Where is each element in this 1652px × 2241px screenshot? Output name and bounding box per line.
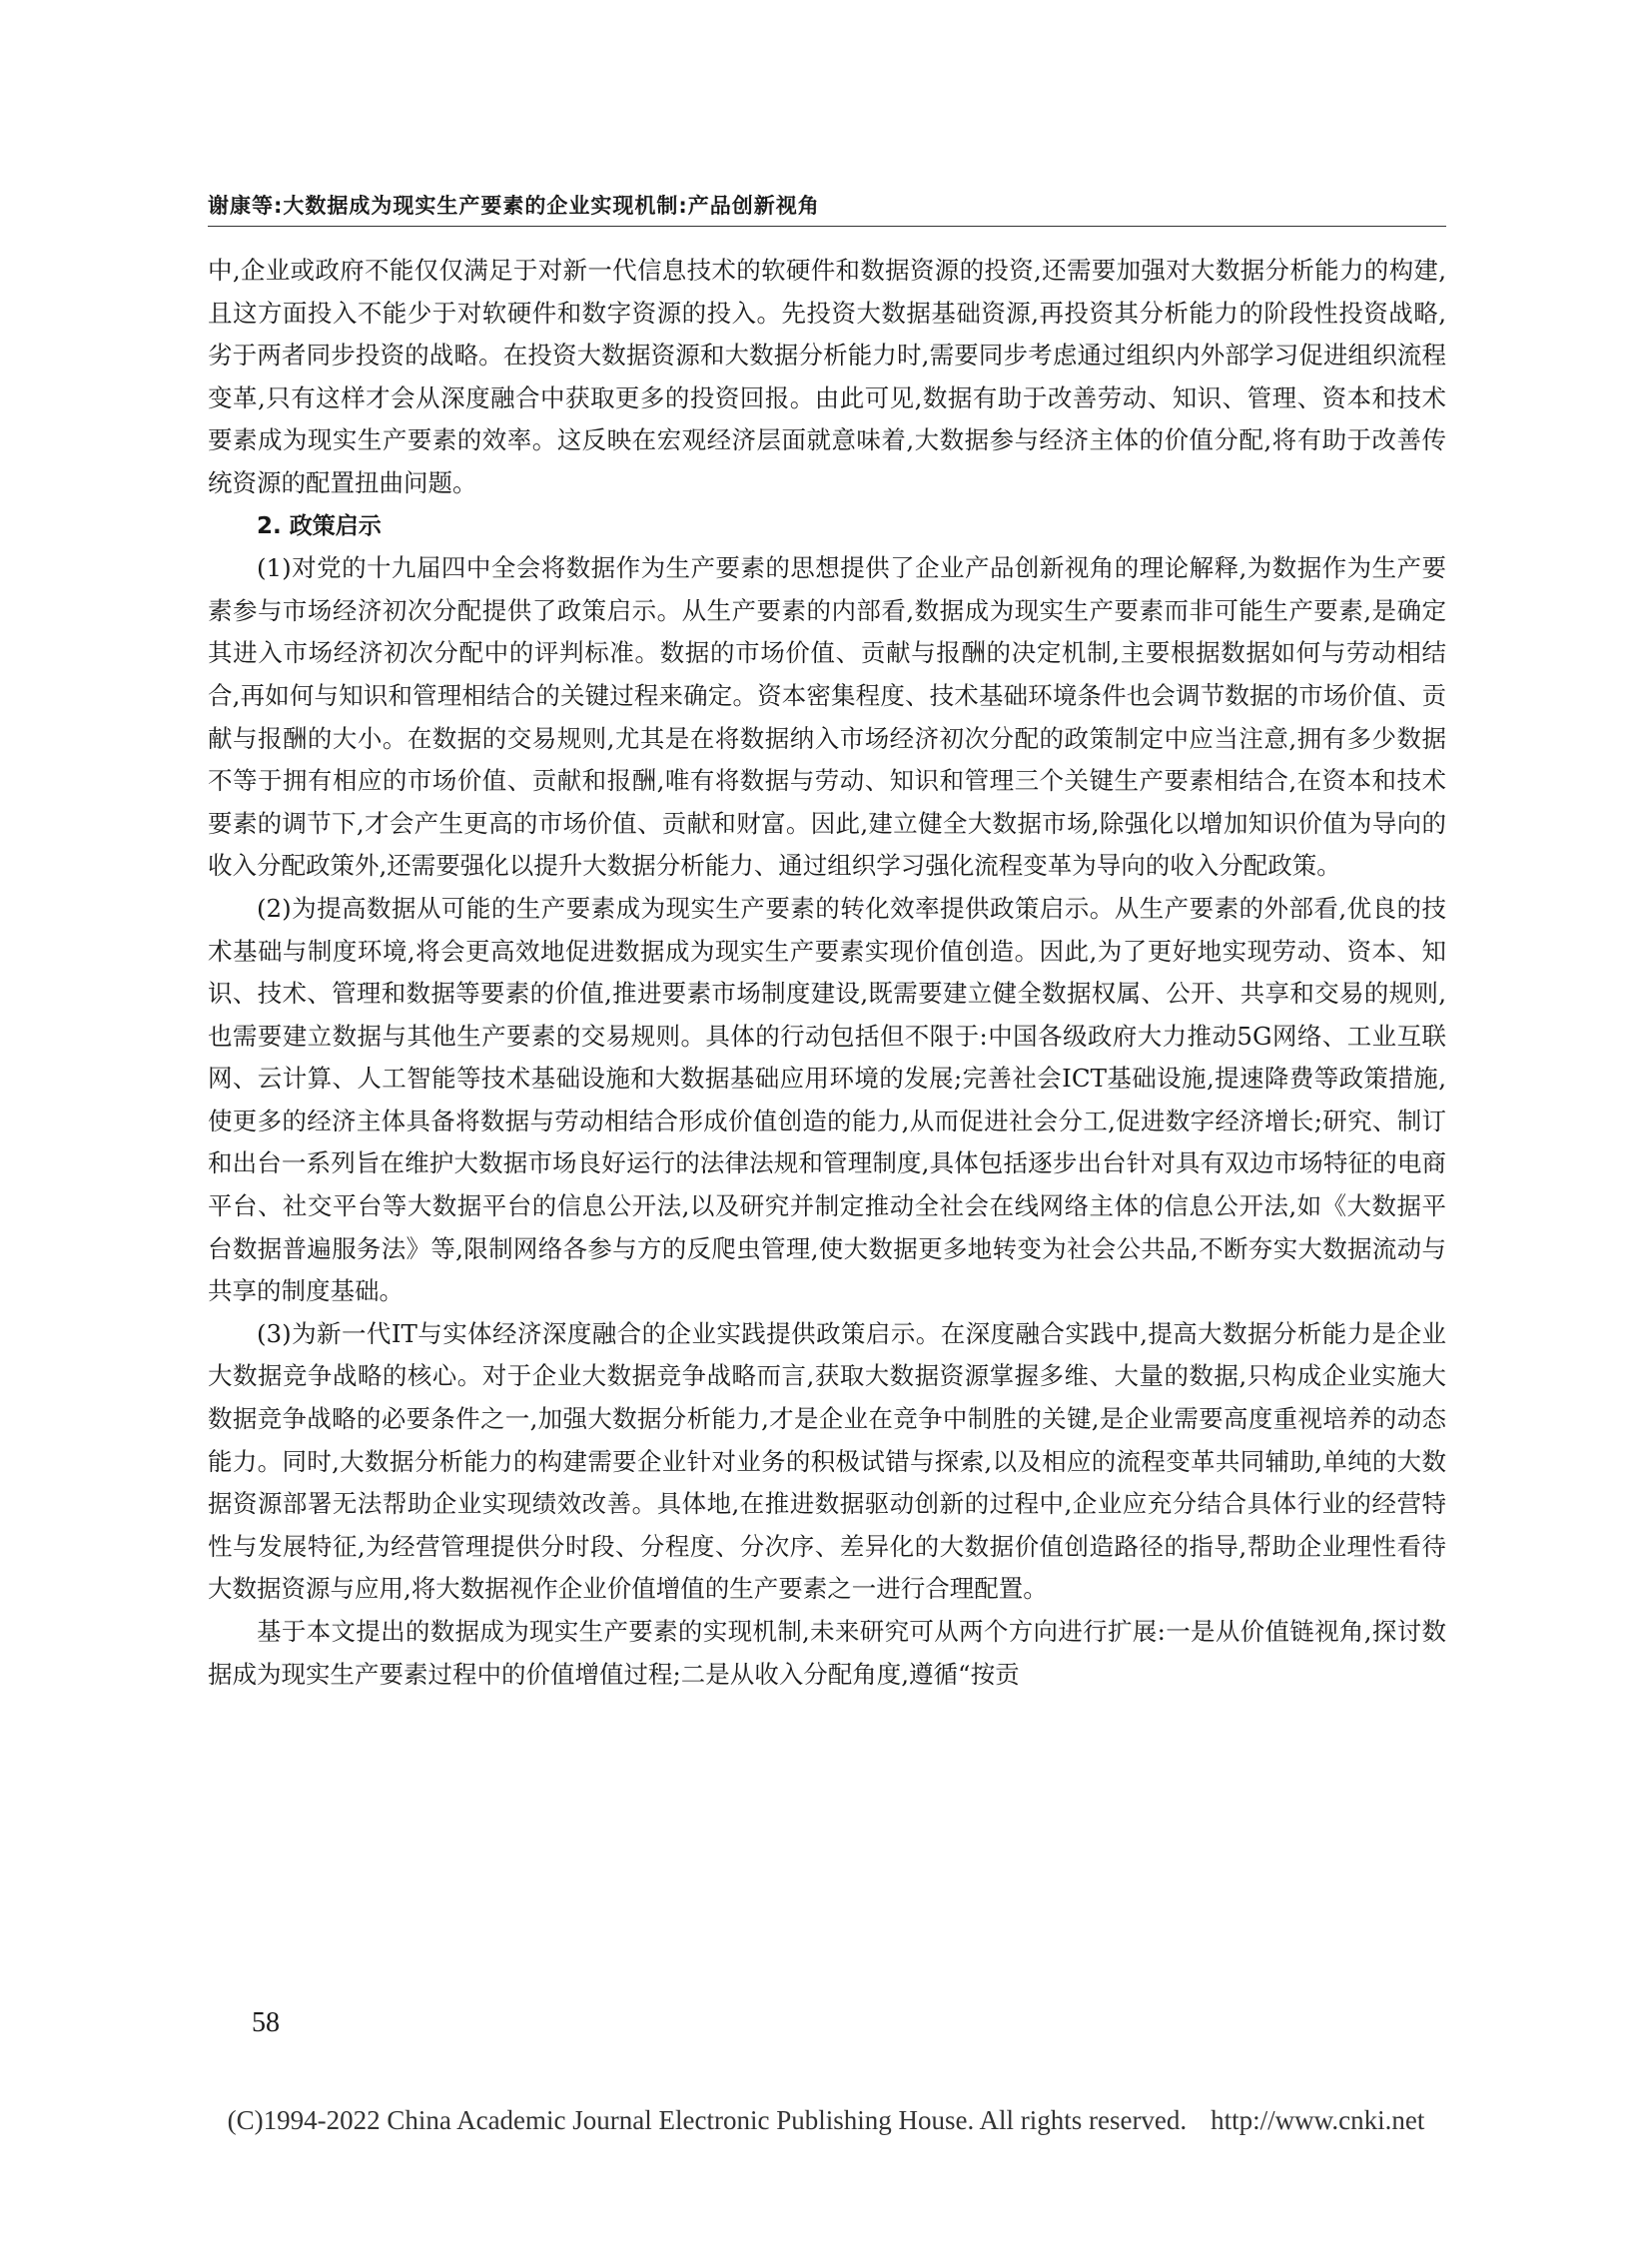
paragraph-policy-1: (1)对党的十九届四中全会将数据作为生产要素的思想提供了企业产品创新视角的理论解释,为数据作为生产要素参与市场经济初次分配提供了政策启示。从生产要素的内部看,数据成为现实生产要素而非可能生产要素,是确定其进入市场经济初次分配中的评判标准。数据的市场价值、贡献与报酬的决定机制,主要根据数据如何与劳动相结合,再如何与知识和管理相结合的关键过程来确定。资本密集程度、技术基础环境条件也会调节数据的市场价值、贡献与报酬的大小。在数据的交易规则,尤其是在将数据纳入市场经济初次分配的政策制定中应当注意,拥有多少数据不等于拥有相应的市场价值、贡献和报酬,唯有将数据与劳动、知识和管理三个关键生产要素相结合,在资本和技术要素的调节下,才会产生更高的市场价值、贡献和财富。因此,建立健全大数据市场,除强化以增加知识价值为导向的收入分配政策外,还需要强化以提升大数据分析能力、通过组织学习强化流程变革为导向的收入分配政策。 [208, 553, 1446, 881]
paragraph-future-research: 基于本文提出的数据成为现实生产要素的实现机制,未来研究可从两个方向进行扩展:一是从价值链视角,探讨数据成为现实生产要素过程中的价值增值过程;二是从收入分配角度,遵循“按贡 [208, 1617, 1446, 1689]
paragraph-policy-2: (2)为提高数据从可能的生产要素成为现实生产要素的转化效率提供政策启示。从生产要素的外部看,优良的技术基础与制度环境,将会更高效地促进数据成为现实生产要素实现价值创造。因此,为了更好地实现劳动、资本、知识、技术、管理和数据等要素的价值,推进要素市场制度建设,既需要建立健全数据权属、公开、共享和交易的规则,也需要建立数据与其他生产要素的交易规则。具体的行动包括但不限于:中国各级政府大力推动5G网络、工业互联网、云计算、人工智能等技术基础设施和大数据基础应用环境的发展;完善社会ICT基础设施,提速降费等政策措施,使更多的经济主体具备将数据与劳动相结合形成价值创造的能力,从而促进社会分工,促进数字经济增长;研究、制订和出台一系列旨在维护大数据市场良好运行的法律法规和管理制度,具体包括逐步出台针对具有双边市场特征的电商平台、社交平台等大数据平台的信息公开法,以及研究并制定推动全社会在线网络主体的信息公开法,如《大数据平台数据普遍服务法》等,限制网络各参与方的反爬虫管理,使大数据更多地转变为社会公共品,不断夯实大数据流动与共享的制度基础。 [208, 893, 1446, 1306]
footer-url: http://www.cnki.net [1211, 2105, 1425, 2135]
article-body [208, 250, 1446, 1696]
copyright-footer [0, 2105, 1652, 2136]
page-number: 58 [252, 2007, 280, 2038]
paragraph-policy-3: (3)为新一代IT与实体经济深度融合的企业实践提供政策启示。在深度融合实践中,提高大数据分析能力是企业大数据竞争战略的核心。对于企业大数据竞争战略而言,获取大数据资源掌握多维、大量的数据,只构成企业实施大数据竞争战略的必要条件之一,加强大数据分析能力,才是企业在竞争中制胜的关键,是企业需要高度重视培养的动态能力。同时,大数据分析能力的构建需要企业针对业务的积极试错与探索,以及相应的流程变革共同辅助,单纯的大数据资源部署无法帮助企业实现绩效改善。具体地,在推进数据驱动创新的过程中,企业应充分结合具体行业的经营特性与发展特征,为经营管理提供分时段、分程度、分次序、差异化的大数据价值创造路径的指导,帮助企业理性看待大数据资源与应用,将大数据视作企业价值增值的生产要素之一进行合理配置。 [208, 1318, 1446, 1604]
header-rule [208, 226, 1446, 227]
running-title: 谢康等:大数据成为现实生产要素的企业实现机制:产品创新视角 [208, 194, 820, 218]
continuation-paragraph: 中,企业或政府不能仅仅满足于对新一代信息技术的软硬件和数据资源的投资,还需要加强对大数据分析能力的构建,且这方面投入不能少于对软硬件和数字资源的投入。先投资大数据基础资源,再投资其分析能力的阶段性投资战略,劣于两者同步投资的战略。在投资大数据资源和大数据分析能力时,需要同步考虑通过组织内外部学习促进组织流程变革,只有这样才会从深度融合中获取更多的投资回报。由此可见,数据有助于改善劳动、知识、管理、资本和技术要素成为现实生产要素的效率。这反映在宏观经济层面就意味着,大数据参与经济主体的价值分配,将有助于改善传统资源的配置扭曲问题。 [208, 256, 1446, 497]
copyright-text: (C)1994-2022 China Academic Journal Electronic Publishing House. All rights reserved. [227, 2105, 1188, 2135]
section-heading: 2. 政策启示 [257, 512, 382, 539]
